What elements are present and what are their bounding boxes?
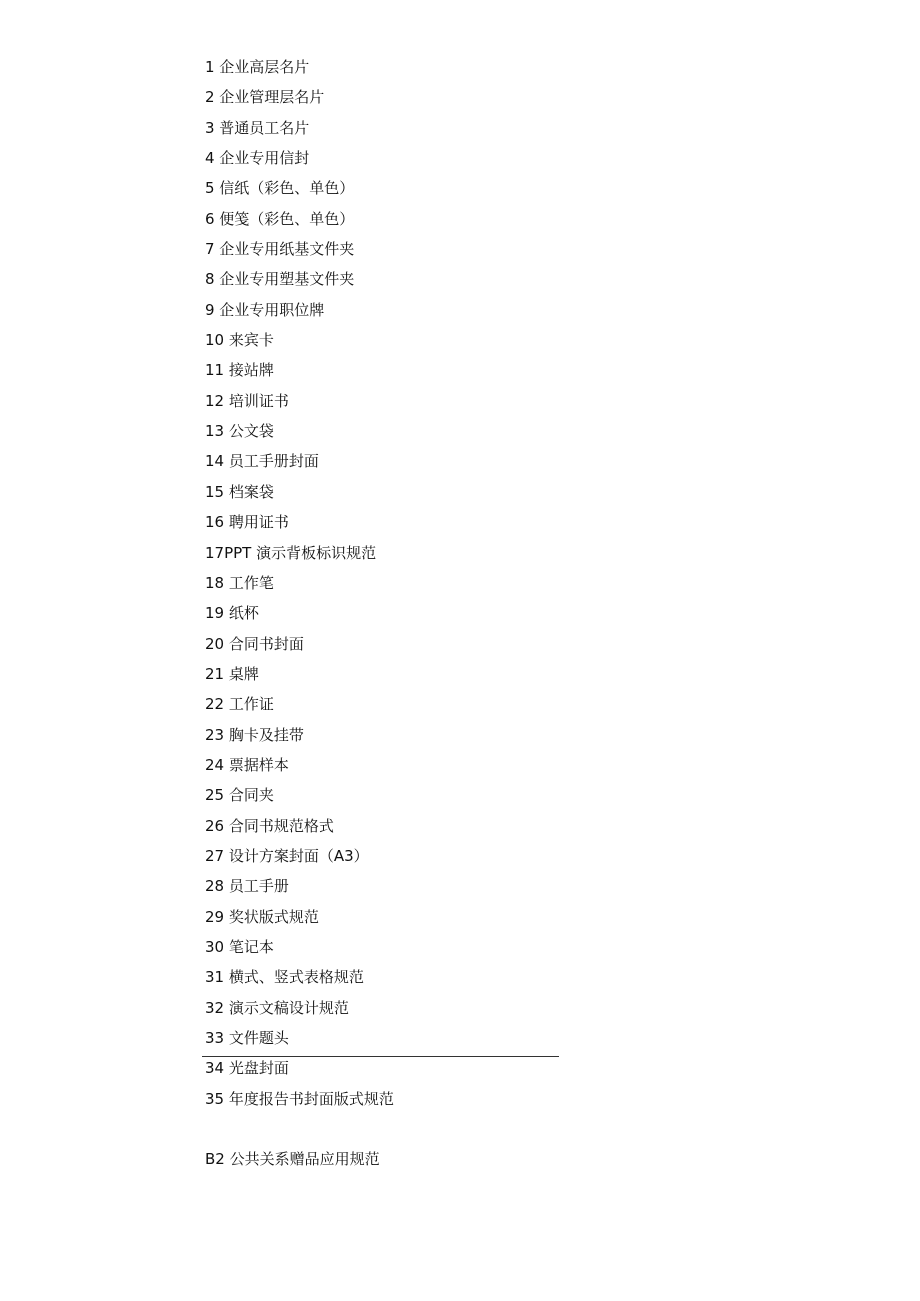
list-item: 3 普通员工名片 (205, 118, 310, 137)
list-item: 22 工作证 (205, 695, 274, 714)
list-item: 25 合同夹 (205, 786, 274, 805)
list-item: 15 档案袋 (205, 482, 274, 501)
list-item: 19 纸杯 (205, 604, 259, 623)
list-item: 7 企业专用纸基文件夹 (205, 240, 355, 259)
list-item: 8 企业专用塑基文件夹 (205, 270, 355, 289)
list-item: 26 合同书规范格式 (205, 816, 334, 835)
list-item: 34 光盘封面 (205, 1059, 289, 1078)
list-item: 5 信纸（彩色、单色） (205, 179, 355, 198)
section-heading: B2 公共关系赠品应用规范 (205, 1150, 380, 1168)
list-item: 12 培训证书 (205, 391, 289, 410)
list-item: 17PPT 演示背板标识规范 (205, 543, 377, 562)
list-item: 32 演示文稿设计规范 (205, 998, 349, 1017)
list-item: 35 年度报告书封面版式规范 (205, 1089, 394, 1108)
list-item: 21 桌牌 (205, 664, 259, 683)
list-item: 11 接站牌 (205, 361, 274, 380)
list-item: 9 企业专用职位牌 (205, 300, 325, 319)
list-item: 31 横式、竖式表格规范 (205, 968, 364, 987)
list-item: 29 奖状版式规范 (205, 907, 319, 926)
list-item: 30 笔记本 (205, 937, 274, 956)
list-item: 27 设计方案封面（A3） (205, 846, 369, 865)
horizontal-divider (202, 1056, 559, 1057)
list-item: 24 票据样本 (205, 755, 289, 774)
list-item: 1 企业高层名片 (205, 58, 310, 76)
list-item: 28 员工手册 (205, 877, 289, 896)
list-item: 14 员工手册封面 (205, 452, 319, 471)
list-item: 2 企业管理层名片 (205, 88, 325, 107)
list-item: 23 胸卡及挂带 (205, 725, 304, 744)
list-item: 20 合同书封面 (205, 634, 304, 653)
list-item: 16 聘用证书 (205, 513, 289, 532)
list-item: 13 公文袋 (205, 422, 274, 441)
list-item: 6 便笺（彩色、单色） (205, 209, 355, 228)
list-item: 18 工作笔 (205, 573, 274, 592)
item-list (205, 52, 394, 1114)
list-item: 10 来宾卡 (205, 331, 274, 350)
list-item: 4 企业专用信封 (205, 149, 310, 168)
list-item: 33 文件题头 (205, 1029, 289, 1047)
